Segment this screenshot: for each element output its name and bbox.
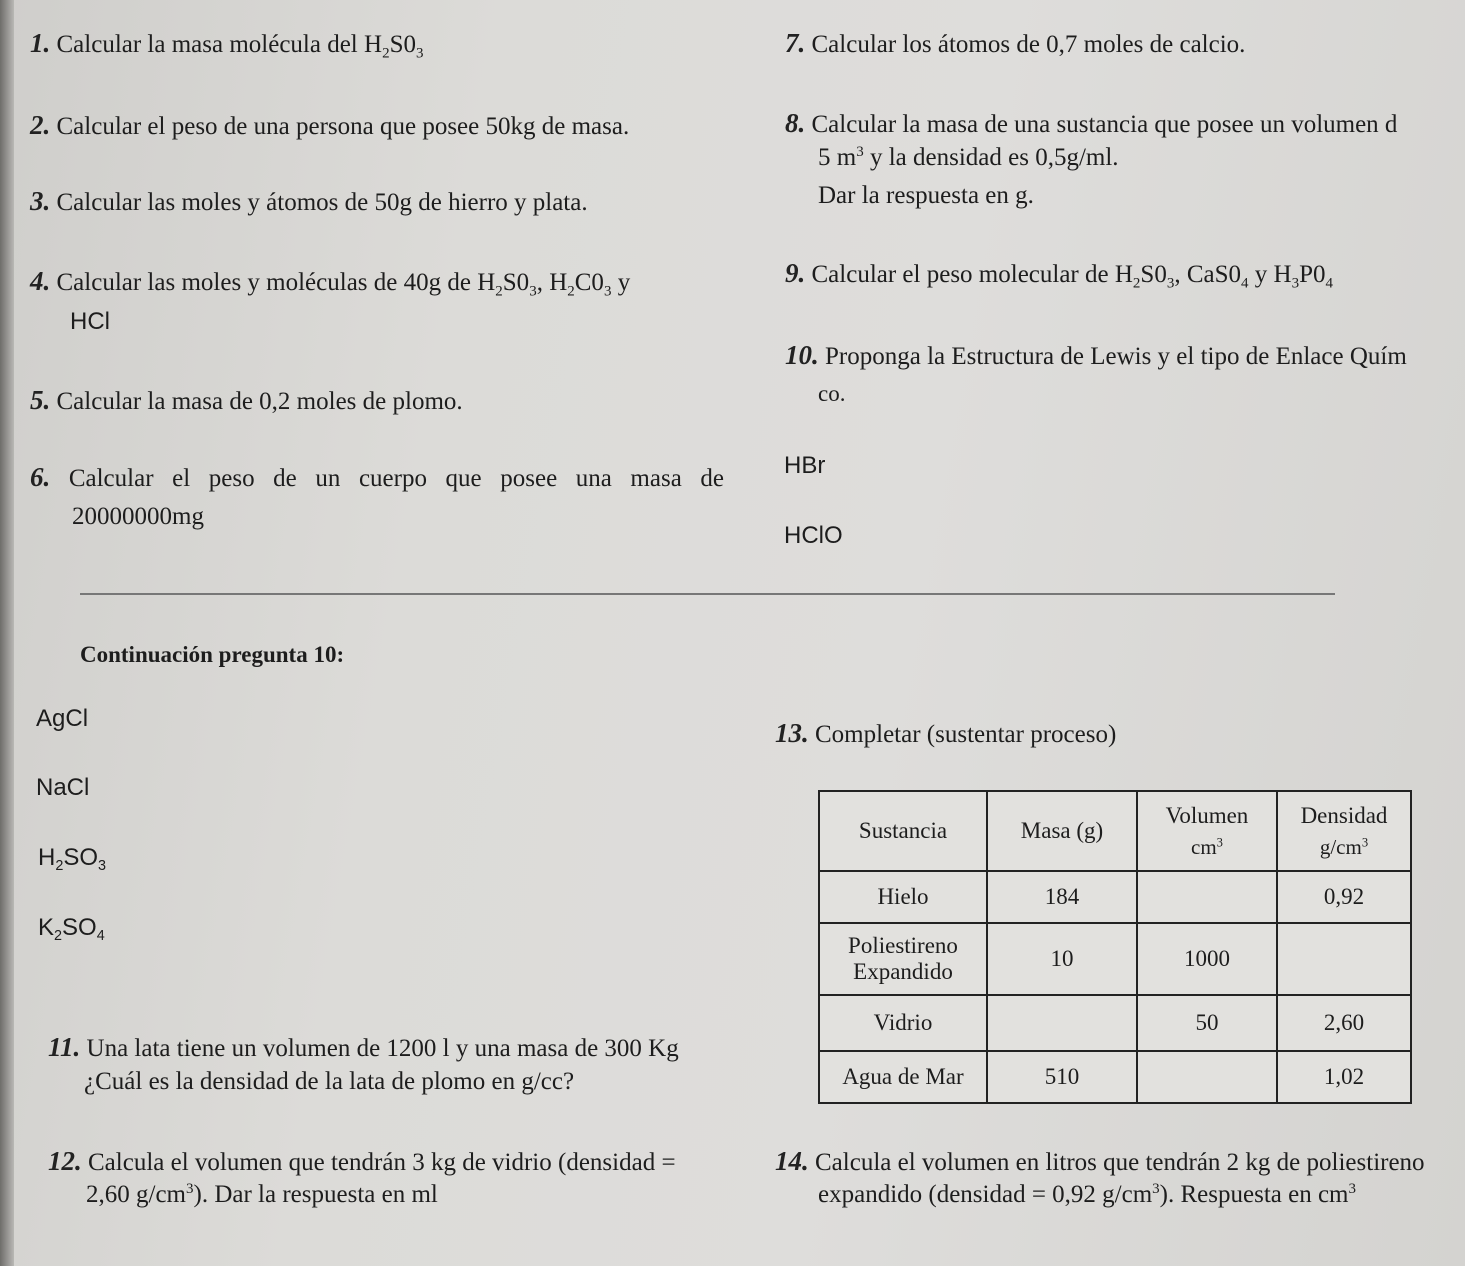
question-text: Calcular el peso de una persona que posee 50kg de masa. <box>56 113 630 140</box>
cell-masa <box>987 995 1137 1051</box>
cell-densidad: 1,02 <box>1277 1051 1411 1103</box>
question-7 <box>785 28 1245 60</box>
question-text: Una lata tiene un volumen de 1200 l y una masa de 300 Kg <box>86 1035 679 1062</box>
formula-caso4: $CaS0_4$ <box>1186 261 1249 292</box>
question-11-line2: ¿Cuál es la densidad de la lata de plomo en g/cc? <box>84 1068 575 1095</box>
question-text: Calcular la masa de una sustancia que posee un volumen d <box>811 111 1398 138</box>
table-row <box>819 995 1411 1051</box>
question-8-line3: Dar la respuesta en g. <box>818 182 1034 209</box>
cell-volumen <box>1137 871 1277 923</box>
question-number: 10. <box>785 340 819 370</box>
question-14 <box>775 1146 1425 1178</box>
question-9: 9. Calcular el peso molecular de $H_2S0_3$, $CaS0_4$ y $H_3P0_4$ <box>785 258 1333 292</box>
formula-h2so3: $H_2S0_3$ <box>477 269 537 300</box>
formula-nacl: NaCl <box>36 774 90 801</box>
question-6 <box>30 462 724 494</box>
formula-hcl: HCl <box>70 308 110 335</box>
question-number: 6. <box>30 462 51 492</box>
question-text: Calcula el volumen en litros que tendrán 2 kg de poliestireno <box>815 1149 1425 1176</box>
table-header-row <box>819 791 1411 871</box>
question-6-line2: 20000000mg <box>72 503 204 530</box>
question-text: Calcular la masa molécula del <box>56 31 365 58</box>
question-number: 1. <box>30 28 51 58</box>
question-text: Calcula el volumen que tendrán 3 kg de vidrio (densidad = <box>88 1149 676 1176</box>
formula-h2so3: $H_2SO_3$ <box>38 844 107 875</box>
question-text: Calcular la masa de 0,2 moles de plomo. <box>56 388 463 415</box>
cell-masa: 10 <box>987 923 1137 995</box>
formula-h3po4: $H_3P0_4$ <box>1273 261 1333 292</box>
table-row <box>819 1051 1411 1103</box>
formula-agcl: AgCl <box>36 705 89 732</box>
question-8 <box>785 108 1397 140</box>
formula-h2so3: $H_2S0_3$ <box>1114 261 1175 292</box>
question-number: 13. <box>775 718 809 748</box>
question-2 <box>30 110 629 142</box>
question-13 <box>775 718 1116 750</box>
question-5 <box>30 385 463 417</box>
cell-densidad: 2,60 <box>1277 995 1411 1051</box>
question-number: 2. <box>30 110 51 140</box>
cell-sustancia: Poliestireno Expandido <box>819 923 987 995</box>
cell-volumen <box>1137 1051 1277 1103</box>
question-10-line2: co. <box>818 381 846 406</box>
question-number: 4. <box>30 266 51 296</box>
page-shadow-edge <box>0 0 14 1266</box>
cell-densidad: 0,92 <box>1277 871 1411 923</box>
cell-masa: 184 <box>987 871 1137 923</box>
question-number: 7. <box>785 28 806 58</box>
table-row <box>819 923 1411 995</box>
question-number: 14. <box>775 1146 809 1176</box>
cell-volumen: 50 <box>1137 995 1277 1051</box>
question-10 <box>785 340 1407 372</box>
header-densidad: Densidad $g/cm^3$ <box>1277 791 1411 871</box>
density-table <box>818 790 1412 1104</box>
question-4: 4. Calcular las moles y moléculas de 40g de $H_2S0_3$, $H_2C0_3$ y <box>30 266 631 300</box>
table-row <box>819 871 1411 923</box>
question-text: Completar (sustentar proceso) <box>815 721 1117 748</box>
header-sustancia: Sustancia <box>819 791 987 871</box>
cell-densidad <box>1277 923 1411 995</box>
formula-k2so4: $K_2SO_4$ <box>38 914 105 945</box>
question-12 <box>48 1146 676 1178</box>
header-volumen: Volumen $cm^3$ <box>1137 791 1277 871</box>
question-text: Calcular las moles y moléculas de 40g de <box>56 269 478 296</box>
question-number: 12. <box>48 1146 82 1176</box>
question-1 <box>30 28 423 60</box>
question-text: Calcular el peso molecular de <box>811 261 1115 288</box>
cell-sustancia: Hielo <box>819 871 987 923</box>
question-text: Calcular los átomos de 0,7 moles de calcio. <box>811 31 1246 58</box>
question-number: 3. <box>30 186 51 216</box>
cell-masa: 510 <box>987 1051 1137 1103</box>
question-number: 9. <box>785 258 806 288</box>
question-number: 8. <box>785 108 806 138</box>
cell-volumen: 1000 <box>1137 923 1277 995</box>
question-14-line2: expandido (densidad = 0,92 $g/cm^3$). Respuesta en $cm^3$ <box>818 1181 1357 1208</box>
question-number: 11. <box>48 1032 81 1062</box>
formula-hclo: HClO <box>784 522 843 549</box>
section-divider <box>80 593 1335 595</box>
question-text: Proponga la Estructura de Lewis y el tipo de Enlace Quím <box>825 343 1407 370</box>
question-text: Calcular las moles y átomos de 50g de hierro y plata. <box>56 189 588 216</box>
question-11 <box>48 1032 679 1064</box>
formula-hbr: HBr <box>784 452 826 479</box>
section-title: Continuación pregunta 10: <box>80 642 345 667</box>
question-12-line2: 2,60 $g/cm^3$). Dar la respuesta en ml <box>86 1181 438 1208</box>
question-number: 5. <box>30 385 51 415</box>
question-text: Calcular el peso de un cuerpo que posee una masa de <box>68 465 724 492</box>
cell-sustancia: Agua de Mar <box>819 1051 987 1103</box>
question-3 <box>30 186 588 218</box>
question-8-line2: 5 $m^3$ y la densidad es 0,5g/ml. <box>818 144 1119 171</box>
cell-sustancia: Vidrio <box>819 995 987 1051</box>
formula-h2so3: $H_2S0_3$ <box>364 31 424 62</box>
header-masa: Masa (g) <box>987 791 1137 871</box>
formula-h2co3: $H_2C0_3$ <box>549 269 612 300</box>
